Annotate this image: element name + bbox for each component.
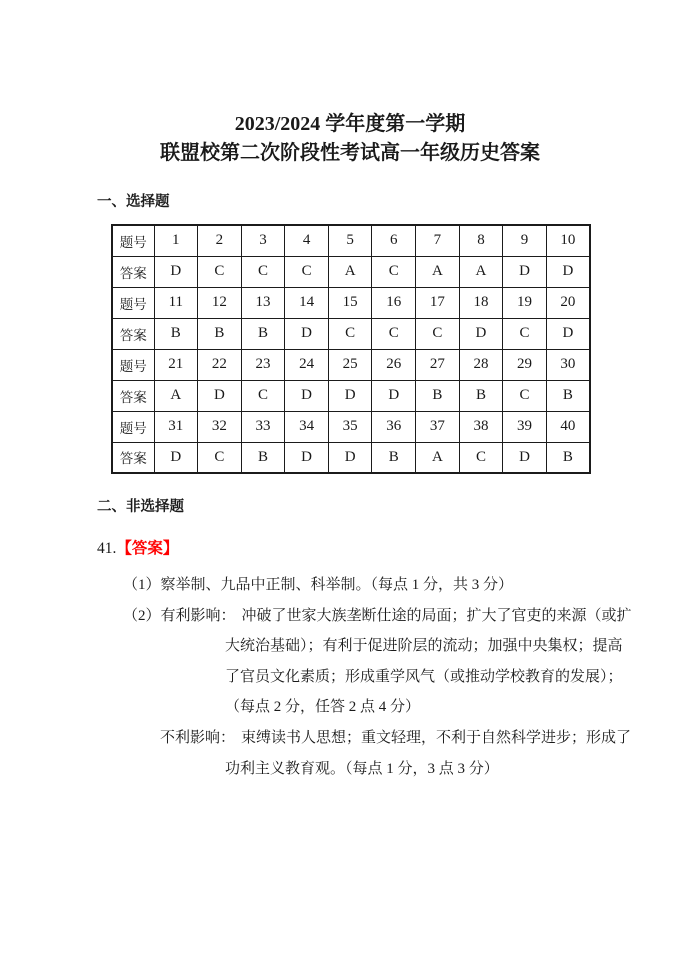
answer-cell: D	[328, 442, 372, 473]
question-number-cell: 16	[372, 287, 416, 318]
question-number-cell: 2	[198, 225, 242, 256]
question-number-cell: 27	[416, 349, 460, 380]
question-number-cell: 30	[546, 349, 590, 380]
answer-cell: A	[416, 256, 460, 287]
answer-cell: D	[372, 380, 416, 411]
document-title-line2: 联盟校第二次阶段性考试高一年级历史答案	[160, 142, 540, 164]
answer-cell: D	[198, 380, 242, 411]
answer-cell: C	[416, 318, 460, 349]
answer-cell: B	[372, 442, 416, 473]
question-number-cell: 7	[416, 225, 460, 256]
question-number-cell: 11	[154, 287, 198, 318]
row-header-question: 题号	[112, 287, 154, 318]
row-header-answer: 答案	[112, 442, 154, 473]
answer-part2-line2: 大统治基础）；有利于促进阶层的流动；加强中央集权；提高	[225, 638, 623, 655]
answer-cell: A	[459, 256, 503, 287]
section1-heading: 一、选择题	[97, 194, 170, 210]
answer-cell: B	[459, 380, 503, 411]
answer-cell: D	[546, 318, 590, 349]
answer-cell: D	[285, 380, 329, 411]
question-number-cell: 25	[328, 349, 372, 380]
answer-cell: D	[154, 256, 198, 287]
question-number-cell: 17	[416, 287, 460, 318]
question-number-cell: 18	[459, 287, 503, 318]
answer-part2-line1	[0, 601, 700, 632]
answer-cell: B	[241, 318, 285, 349]
answer-part1: （1）察举制、九品中正制、科举制。（每点 1 分，共 3 分）	[123, 577, 514, 593]
answer-cell: A	[328, 256, 372, 287]
answer-cell: B	[416, 380, 460, 411]
question-number-cell: 32	[198, 411, 242, 442]
question-number-cell: 37	[416, 411, 460, 442]
question-number-cell: 40	[546, 411, 590, 442]
answer-cell: C	[503, 380, 547, 411]
answer-cell: C	[198, 442, 242, 473]
question-number-cell: 28	[459, 349, 503, 380]
question-number-cell: 34	[285, 411, 329, 442]
row-header-answer: 答案	[112, 256, 154, 287]
section2-heading: 二、非选择题	[97, 499, 184, 515]
question-number-cell: 1	[154, 225, 198, 256]
question-number-cell: 21	[154, 349, 198, 380]
question-number-cell: 14	[285, 287, 329, 318]
answer-part3-text1: 束缚读书人思想；重文轻理，不利于自然科学进步；形成了	[241, 729, 632, 746]
question-number-cell: 38	[459, 411, 503, 442]
answer-cell: C	[198, 256, 242, 287]
row-header-answer: 答案	[112, 318, 154, 349]
question-41-number: 41.	[97, 540, 117, 557]
question-41-answer-body	[0, 570, 700, 784]
answer-row	[112, 256, 590, 287]
answer-row	[112, 442, 590, 473]
question-number-row	[112, 349, 590, 380]
answer-row	[112, 318, 590, 349]
question-number-cell: 9	[503, 225, 547, 256]
question-number-cell: 36	[372, 411, 416, 442]
answer-cell: B	[546, 380, 590, 411]
question-number-cell: 35	[328, 411, 372, 442]
answer-table-body	[112, 225, 590, 473]
answer-part2-text1: 冲破了世家大族垄断仕途的局面；扩大了官吏的来源（或扩	[241, 607, 632, 624]
answer-part3-line1	[0, 723, 700, 754]
answer-cell: B	[241, 442, 285, 473]
answer-cell: C	[459, 442, 503, 473]
answer-cell: D	[154, 442, 198, 473]
question-41-header	[97, 538, 700, 560]
row-header-question: 题号	[112, 225, 154, 256]
answer-part2-line4: （每点 2 分，任答 2 点 4 分）	[225, 699, 421, 716]
answer-cell: D	[503, 442, 547, 473]
question-number-cell: 39	[503, 411, 547, 442]
row-header-answer: 答案	[112, 380, 154, 411]
answer-cell: D	[328, 380, 372, 411]
answer-cell: B	[198, 318, 242, 349]
question-number-cell: 10	[546, 225, 590, 256]
question-number-cell: 8	[459, 225, 503, 256]
answer-cell: B	[546, 442, 590, 473]
document-title-line1: 2023/2024 学年度第一学期	[234, 113, 466, 135]
answer-row	[112, 380, 590, 411]
question-number-cell: 23	[241, 349, 285, 380]
answer-cell: C	[241, 380, 285, 411]
question-number-row	[112, 287, 590, 318]
question-number-cell: 6	[372, 225, 416, 256]
question-number-cell: 31	[154, 411, 198, 442]
answer-cell: D	[503, 256, 547, 287]
question-number-row	[112, 225, 590, 256]
row-header-question: 题号	[112, 349, 154, 380]
question-number-cell: 24	[285, 349, 329, 380]
answer-part3-label: 不利影响：	[160, 729, 236, 746]
question-41-answer-tag: 【答案】	[116, 540, 179, 557]
answer-cell: B	[154, 318, 198, 349]
answer-cell: C	[285, 256, 329, 287]
question-number-cell: 29	[503, 349, 547, 380]
answer-cell: C	[372, 256, 416, 287]
question-number-cell: 13	[241, 287, 285, 318]
answer-table	[111, 224, 591, 474]
question-number-row	[112, 411, 590, 442]
document-title	[0, 110, 700, 168]
question-number-cell: 12	[198, 287, 242, 318]
answer-cell: C	[241, 256, 285, 287]
answer-cell: C	[372, 318, 416, 349]
answer-cell: C	[503, 318, 547, 349]
answer-cell: D	[546, 256, 590, 287]
question-number-cell: 33	[241, 411, 285, 442]
answer-part2-line3: 了官员文化素质；形成重学风气（或推动学校教育的发展）；	[225, 668, 623, 685]
answer-cell: A	[154, 380, 198, 411]
answer-cell: A	[416, 442, 460, 473]
answer-part2-label: （2）有利影响：	[123, 607, 236, 624]
answer-cell: D	[285, 442, 329, 473]
question-number-cell: 22	[198, 349, 242, 380]
question-number-cell: 20	[546, 287, 590, 318]
answer-cell: D	[285, 318, 329, 349]
question-number-cell: 26	[372, 349, 416, 380]
question-number-cell: 19	[503, 287, 547, 318]
answer-cell: D	[459, 318, 503, 349]
question-number-cell: 3	[241, 225, 285, 256]
answer-part3-line2: 功利主义教育观。（每点 1 分，3 点 3 分）	[225, 760, 499, 777]
row-header-question: 题号	[112, 411, 154, 442]
question-number-cell: 4	[285, 225, 329, 256]
answer-cell: C	[328, 318, 372, 349]
question-number-cell: 5	[328, 225, 372, 256]
question-number-cell: 15	[328, 287, 372, 318]
